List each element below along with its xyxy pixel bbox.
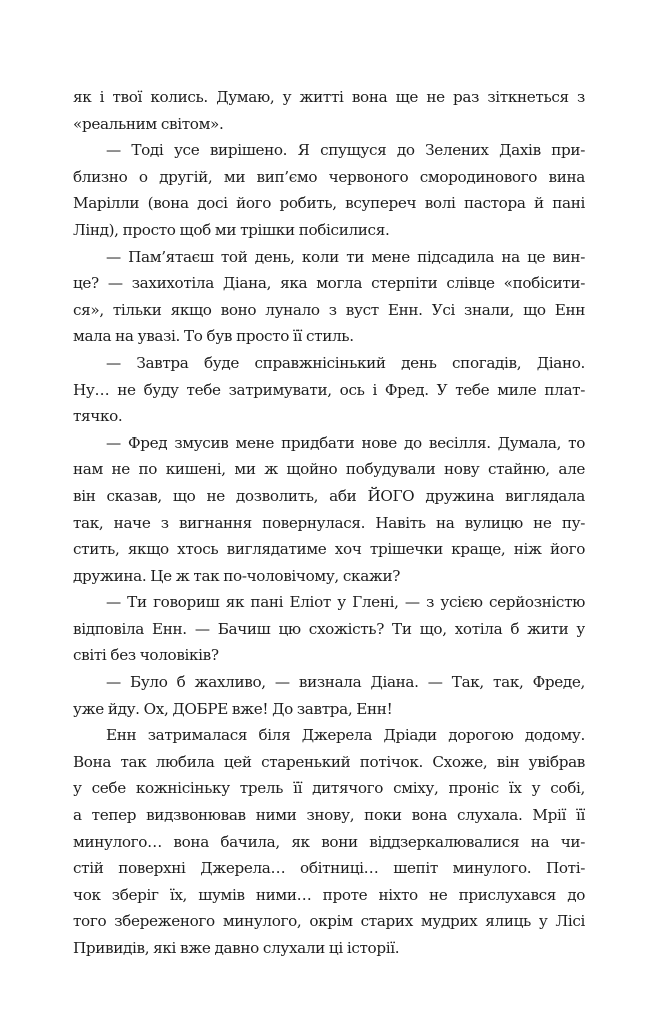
text-line: а тепер видзвонював ними знову, поки вона слухала. Мрії її bbox=[73, 806, 585, 825]
text-line: у себе кожнісіньку трель її дитячого сміху, проніс їх у собі, bbox=[73, 779, 585, 798]
text-line: дружина. Це ж так по-чоловічому, скажи? bbox=[73, 566, 401, 585]
text-line: Енн затрималася біля Джерела Дріади дорогою додому. bbox=[106, 726, 585, 745]
text-line: «реальним світом». bbox=[73, 114, 224, 133]
text-line: — Тоді усе вирішено. Я спущуся до Зелених Дахів при- bbox=[106, 141, 585, 160]
text-line: чок зберіг їх, шумів ними… проте ніхто не прислухався до bbox=[73, 885, 585, 904]
text-line: минулого… вона бачила, як вони віддзеркалювалися на чи- bbox=[73, 832, 585, 851]
text-line: так, наче з вигнання повернулася. Навіть на вулицю не пу- bbox=[73, 513, 585, 532]
text-line: ся», тільки якщо воно лунало з вуст Енн. Усі знали, що Енн bbox=[73, 300, 585, 319]
text-line: Марілли (вона досі його робить, всупереч волі пастора й пані bbox=[73, 194, 585, 213]
text-line: — Фред змусив мене придбати нове до весілля. Думала, то bbox=[106, 433, 585, 452]
text-line: він сказав, що не дозволить, аби ЙОГО дружина виглядала bbox=[73, 486, 585, 505]
text-line: близно о другій, ми вип’ємо червоного смородинового вина bbox=[73, 167, 585, 186]
text-line: відповіла Енн. — Бачиш цю схожість? Ти що, хотіла б жити у bbox=[73, 619, 585, 638]
text-line: мала на увазі. То був просто її стиль. bbox=[73, 327, 354, 346]
text-line: — Завтра буде справжнісінький день спогадів, Діано. bbox=[106, 353, 585, 372]
text-line: Лінд), просто щоб ми трішки побісилися. bbox=[73, 220, 390, 239]
text-line: нам не по кишені, ми ж щойно побудували нову стайню, але bbox=[73, 460, 585, 479]
text-line: як і твої колись. Думаю, у житті вона ще не раз зіткнеться з bbox=[73, 88, 585, 106]
text-line: Вона так любила цей старенький потічок. Схоже, він увібрав bbox=[73, 752, 585, 771]
text-line: Привидів, які вже давно слухали ці історії. bbox=[73, 939, 400, 957]
text-line: стій поверхні Джерела… обітниці… шепіт минулого. Поті- bbox=[73, 859, 585, 878]
text-line: стить, якщо хтось виглядатиме хоч трішечки краще, ніж його bbox=[73, 540, 585, 559]
body-text bbox=[73, 84, 585, 962]
text-line: того збереженого минулого, окрім старих мудрих ялиць у Лісі bbox=[73, 912, 585, 931]
text-line: — Ти говориш як пані Еліот у Глені, — з усією серйозністю bbox=[106, 593, 585, 612]
text-line: світі без чоловіків? bbox=[73, 646, 219, 665]
text-line: уже йду. Ох, ДОБРЕ вже! До завтра, Енн! bbox=[73, 699, 393, 718]
text-line: це? — захихотіла Діана, яка могла стерпіти слівце «побісити- bbox=[73, 274, 585, 293]
text-line: тячко. bbox=[73, 407, 123, 426]
text-line: Ну… не буду тебе затримувати, ось і Фред. У тебе миле плат- bbox=[73, 380, 585, 399]
text-line: — Було б жахливо, — визнала Діана. — Так, так, Фреде, bbox=[106, 673, 585, 692]
text-line: — Пам’ятаєш той день, коли ти мене підсадила на це вин- bbox=[106, 247, 585, 266]
